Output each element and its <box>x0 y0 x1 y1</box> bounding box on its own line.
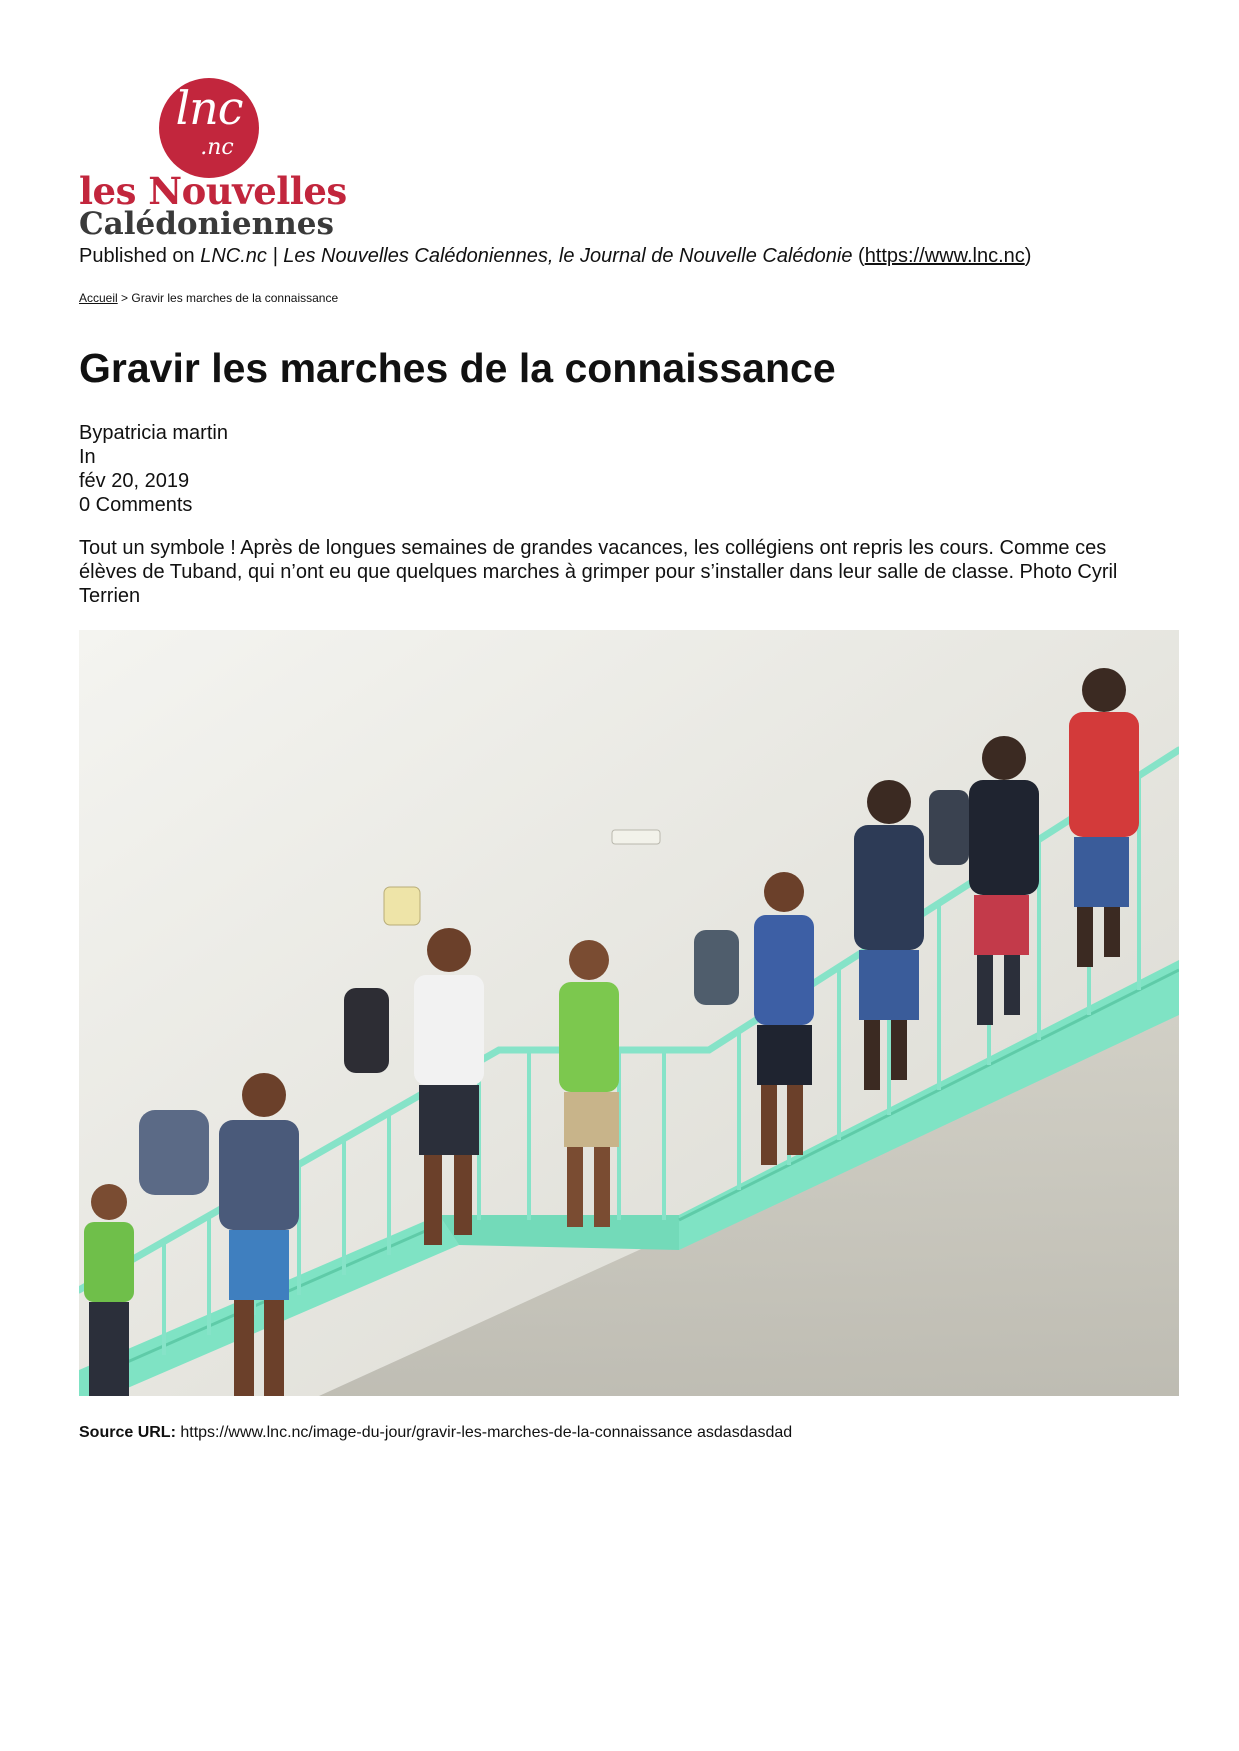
article-photo <box>79 630 1179 1396</box>
logo-badge <box>159 78 259 178</box>
source-url-label: Source URL: <box>79 1424 176 1441</box>
published-open-paren: ( <box>852 245 865 267</box>
lnc-logo[interactable] <box>79 75 349 245</box>
article-lede: Tout un symbole ! Après de longues semaines de grandes vacances, les collégiens ont repris les cours. Comme ces élèves de Tuband, qui n’ont eu que quelques marches à grimper pour s’installer dans leur salle de classe. Photo Cyril Terrien <box>79 537 1118 607</box>
article-meta <box>79 421 228 517</box>
logo-wordmark-line1: les Nouvelles <box>79 169 347 213</box>
logo-wordmark-line2: Calédoniennes <box>79 206 334 242</box>
article-in-label: In <box>79 446 96 468</box>
published-close-paren: ) <box>1024 245 1032 267</box>
published-on-line <box>79 243 1031 269</box>
article-byline: Bypatricia martin <box>79 422 228 444</box>
breadcrumb-home-link[interactable]: Accueil <box>79 291 118 305</box>
site-name: LNC.nc | Les Nouvelles Calédoniennes, le Journal de Nouvelle Calédonie <box>200 245 853 267</box>
source-url-line <box>79 1423 792 1443</box>
breadcrumb-separator: > <box>117 291 132 305</box>
article-comments-count: 0 Comments <box>79 494 193 516</box>
logo-mark-text: lnc <box>175 81 243 135</box>
article-date: fév 20, 2019 <box>79 470 190 492</box>
source-url-value: https://www.lnc.nc/image-du-jour/gravir-les-marches-de-la-connaissance asdasdasdad <box>180 1424 793 1441</box>
article-title: Gravir les marches de la connaissance <box>79 345 836 391</box>
site-url-link[interactable]: https://www.lnc.nc <box>864 245 1025 267</box>
published-prefix: Published on <box>79 245 201 267</box>
breadcrumb <box>79 290 338 306</box>
breadcrumb-current: Gravir les marches de la connaissance <box>131 291 339 305</box>
photo-students-staircase <box>79 630 1179 1396</box>
logo-mark-suffix: .nc <box>200 135 234 160</box>
